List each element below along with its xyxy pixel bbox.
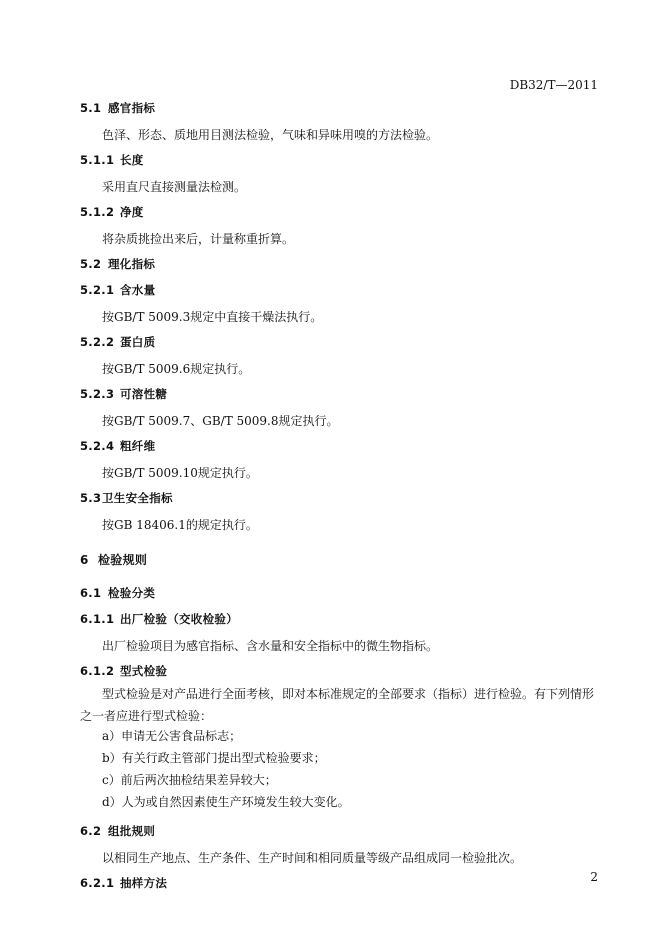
- section-number: 6.1.1: [80, 612, 115, 626]
- section-number: 5.2.3: [80, 387, 115, 401]
- section-number: 5.1.2: [80, 205, 115, 219]
- section-number: 6.1: [80, 586, 102, 600]
- paragraph-5-1: 色泽、形态、质地用目测法检验，气味和异味用嗅的方法检验。: [102, 128, 439, 142]
- paragraph-5-2-1: 按GB/T 5009.3规定中直接干燥法执行。: [102, 310, 323, 324]
- paragraph-5-1-1: 采用直尺直接测量法检测。: [102, 180, 247, 194]
- section-number: 5.2: [80, 257, 102, 271]
- list-item-d: d）人为或自然因素使生产环境发生较大变化。: [102, 795, 350, 809]
- section-title: 感官指标: [108, 101, 156, 115]
- section-heading-5-1: [80, 100, 155, 116]
- section-heading-6-2-1: [80, 875, 167, 891]
- section-heading-5-2-2: [80, 334, 155, 350]
- chapter-heading-6: [80, 551, 147, 568]
- list-item-a: a）申请无公害食品标志；: [102, 729, 242, 743]
- section-title: 理化指标: [108, 257, 156, 271]
- section-number: 6.2: [80, 824, 102, 838]
- list-item-c: c）前后两次抽检结果差异较大；: [102, 773, 277, 787]
- section-heading-6-1-2: [80, 663, 167, 679]
- section-title: 出厂检验（交收检验）: [120, 612, 238, 626]
- section-heading-5-1-2: [80, 204, 144, 220]
- section-heading-5-3: [80, 490, 173, 506]
- paragraph-5-1-2: 将杂质挑捡出来后，计量称重折算。: [102, 232, 295, 246]
- section-title: 蛋白质: [120, 335, 156, 349]
- section-title: 卫生安全指标: [102, 491, 173, 505]
- section-title: 粗纤维: [120, 439, 156, 453]
- section-heading-6-1-1: [80, 611, 238, 627]
- paragraph-6-2: 以相同生产地点、生产条件、生产时间和相同质量等级产品组成同一检验批次。: [102, 851, 523, 865]
- section-number: 5.2.4: [80, 439, 115, 453]
- section-number: 5.2.1: [80, 283, 115, 297]
- section-number: 5.3: [80, 491, 102, 505]
- paragraph-5-2-4: 按GB/T 5009.10规定执行。: [102, 466, 258, 480]
- section-number: 6.2.1: [80, 876, 115, 890]
- paragraph-6-1-2: 型式检验是对产品进行全面考核，即对本标准规定的全部要求（指标）进行检验。有下列情形之一者应进行型式检验：: [80, 687, 595, 723]
- section-title: 组批规则: [108, 824, 156, 838]
- section-heading-5-2-3: [80, 386, 167, 402]
- section-title: 净度: [120, 205, 144, 219]
- paragraph-5-2-3: 按GB/T 5009.7、GB/T 5009.8规定执行。: [102, 414, 339, 428]
- section-heading-6-2: [80, 823, 155, 839]
- section-title: 型式检验: [120, 664, 168, 678]
- section-title: 检验分类: [108, 586, 156, 600]
- list-item-b: b）有关行政主管部门提出型式检验要求；: [102, 751, 326, 765]
- section-title: 检验规则: [98, 553, 148, 567]
- section-heading-5-2-4: [80, 438, 155, 454]
- section-number: 5.1.1: [80, 153, 115, 167]
- document-code: DB32/T—2011: [509, 78, 598, 92]
- page-number: 2: [590, 870, 598, 884]
- section-heading-6-1: [80, 585, 155, 601]
- section-heading-5-1-1: [80, 152, 144, 168]
- section-number: 6.1.2: [80, 664, 115, 678]
- section-title: 含水量: [120, 283, 156, 297]
- section-title: 长度: [120, 153, 144, 167]
- section-title: 可溶性糖: [120, 387, 168, 401]
- section-title: 抽样方法: [120, 876, 168, 890]
- section-heading-5-2: [80, 256, 155, 272]
- paragraph-5-3: 按GB 18406.1的规定执行。: [102, 518, 258, 532]
- section-number: 6: [80, 553, 89, 567]
- paragraph-5-2-2: 按GB/T 5009.6规定执行。: [102, 362, 251, 376]
- section-number: 5.2.2: [80, 335, 115, 349]
- section-number: 5.1: [80, 101, 102, 115]
- section-heading-5-2-1: [80, 282, 155, 298]
- paragraph-6-1-1: 出厂检验项目为感官指标、含水量和安全指标中的微生物指标。: [102, 639, 439, 653]
